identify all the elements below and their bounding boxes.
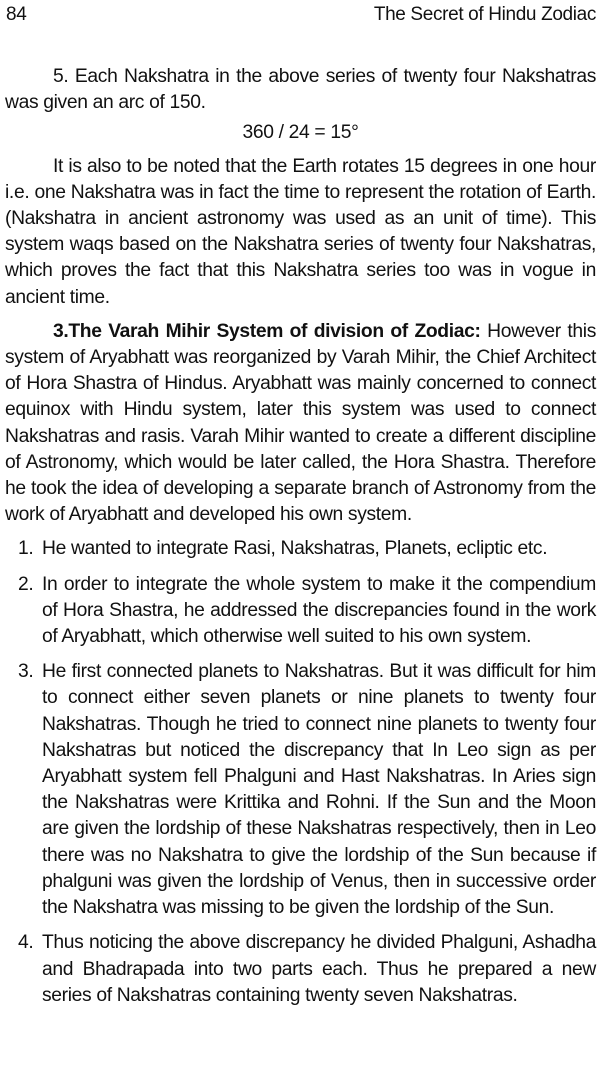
list-item [5, 572, 596, 651]
page-header [6, 2, 596, 28]
numbered-list [5, 536, 596, 1008]
list-item [5, 930, 596, 1009]
paragraph-2: It is also to be noted that the Earth rotates 15 degrees in one hour i.e. one Nakshatra was in fact the time to represent the rotation of Earth. (Nakshatra in ancient astronomy was used as an unit of time). This system waqs based on the Nakshatra series of twenty four Nakshatras, which proves the fact that this Nakshatra series too was in vogue in ancient time. [5, 155, 596, 308]
section-heading: 3.The Varah Mihir System of division of Zodiac: [53, 320, 481, 342]
list-number: 2. [18, 573, 34, 595]
paragraph-1: 5. Each Nakshatra in the above series of twenty four Nakshatras was given an arc of 150. [5, 66, 596, 114]
list-number: 4. [18, 932, 34, 954]
list-text: He first connected planets to Nakshatras. But it was difficult for him to connect either seven planets or nine planets to twenty four Nakshatras. Though he tried to connect nine planets to twenty four Nakshatras but noticed the discrepancy that In Leo sign as per Aryabhatt system fell Phalguni and Hast Nakshatras. In Aries sign the Nakshatras were Krittika and Rohni. If the Sun and the Moon are given the lordship of these Nakshatras respectively, then in Leo there was no Nakshatra to give the lordship of the Sun because if phalguni was given the lordship of Venus, then in successive order the Nakshatra was missing to be given the lordship of the Sun. [42, 661, 596, 919]
list-text: Thus noticing the above discrepancy he divided Phalguni, Ashadha and Bhadrapada into two parts each. Thus he prepared a new series of Nakshatras containing twenty seven Nakshatras. [42, 932, 596, 1006]
paragraph-3 [5, 319, 596, 529]
list-item [5, 659, 596, 921]
list-number: 3. [18, 661, 34, 683]
list-text: He wanted to integrate Rasi, Nakshatras, Planets, ecliptic etc. [42, 538, 548, 560]
running-title: The Secret of Hindu Zodiac [373, 4, 596, 25]
list-number: 1. [18, 538, 34, 560]
list-text: In order to integrate the whole system to make it the compendium of Hora Shastra, he addressed the discrepancies found in the work of Aryabhatt, which otherwise well suited to his own system. [42, 573, 596, 648]
list-item [5, 536, 596, 562]
equation: 360 / 24 = 15° [242, 122, 359, 144]
paragraph-3-body: However this system of Aryabhatt was reorganized by Varah Mihir, the Chief Architect of Hora Shastra of Hindus. Aryabhatt was mainly concerned to connect equinox with Hindu system, later this system was used to connect Nakshatras and rasis. Varah Mihir wanted to create a different discipline of Astronomy, which would be later called, the Hora Shastra. Therefore he took the idea of developing a separate branch of Astronomy from the work of Aryabhatt and developed his own system. [5, 320, 597, 526]
page-number: 84 [6, 4, 27, 25]
page-body [5, 64, 596, 1018]
